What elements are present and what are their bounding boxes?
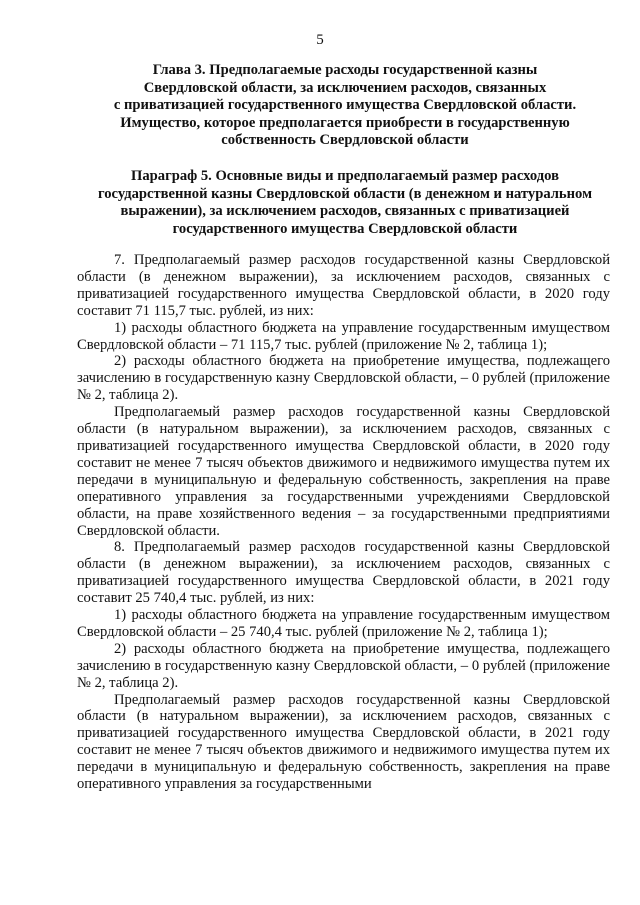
paragraph-heading-line: государственной казны Свердловской области (в денежном и натуральном <box>97 185 593 202</box>
body-paragraph: 1) расходы областного бюджета на управление государственным имуществом Свердловской области – 71 115,7 тыс. рублей (приложение № 2, таблица 1); <box>77 319 610 353</box>
body-paragraph: Предполагаемый размер расходов государственной казны Свердловской области (в натуральном выражении), за исключением расходов, связанных с приватизацией государственного имущества Свердловской области, в 2021 году составит не менее 7 тысяч объектов движимого и недвижимого имущества путем их передачи в муниципальную и федеральную собственность, закрепления на праве оперативного управления за государственными <box>77 691 610 793</box>
paragraph-heading-line: Параграф 5. Основные виды и предполагаемый размер расходов <box>131 167 559 184</box>
body-text <box>77 252 610 793</box>
body-paragraph: 2) расходы областного бюджета на приобретение имущества, подлежащего зачислению в государственную казну Свердловской области, – 0 рублей (приложение № 2, таблица 2). <box>77 353 610 404</box>
chapter-heading-line: Свердловской области, за исключением расходов, связанных <box>143 79 547 96</box>
chapter-heading-line: с приватизацией государственного имущества Свердловской области. <box>113 97 577 114</box>
headings <box>80 62 610 238</box>
chapter-heading-line: Глава 3. Предполагаемые расходы государственной казны <box>152 62 538 78</box>
body-paragraph: Предполагаемый размер расходов государственной казны Свердловской области (в натуральном выражении), за исключением расходов, связанных с приватизацией государственного имущества Свердловской области, в 2020 году составит не менее 7 тысяч объектов движимого и недвижимого имущества путем их передачи в муниципальную и федеральную собственность, закрепления на праве оперативного управления за государственными учреждениями Свердловской области, на праве хозяйственного ведения – за государственными предприятиями Свердловской области. <box>77 404 610 539</box>
body-paragraph: 8. Предполагаемый размер расходов государственной казны Свердловской области (в денежном выражении), за исключением расходов, связанных с приватизацией государственного имущества Свердловской области, в 2021 году составит 25 740,4 тыс. рублей, из них: <box>77 539 610 607</box>
chapter-heading <box>80 62 610 150</box>
body-paragraph: 7. Предполагаемый размер расходов государственной казны Свердловской области (в денежном выражении), за исключением расходов, связанных с приватизацией государственного имущества Свердловской области, в 2020 году составит 71 115,7 тыс. рублей, из них: <box>77 252 610 319</box>
body-paragraph: 1) расходы областного бюджета на управление государственным имуществом Свердловской области – 25 740,4 тыс. рублей (приложение № 2, таблица 1); <box>77 607 610 640</box>
paragraph-heading-line: государственного имущества Свердловской области <box>172 220 518 237</box>
chapter-heading-line: Имущество, которое предполагается приобрести в государственную <box>120 114 570 131</box>
paragraph-heading <box>80 168 610 238</box>
chapter-heading-line: собственность Свердловской области <box>221 132 469 149</box>
paragraph-heading-line: выражении), за исключением расходов, связанных с приватизацией <box>120 203 570 220</box>
page-number: 5 <box>316 32 324 48</box>
body-paragraph: 2) расходы областного бюджета на приобретение имущества, подлежащего зачислению в государственную казну Свердловской области, – 0 рублей (приложение № 2, таблица 2). <box>77 640 610 691</box>
